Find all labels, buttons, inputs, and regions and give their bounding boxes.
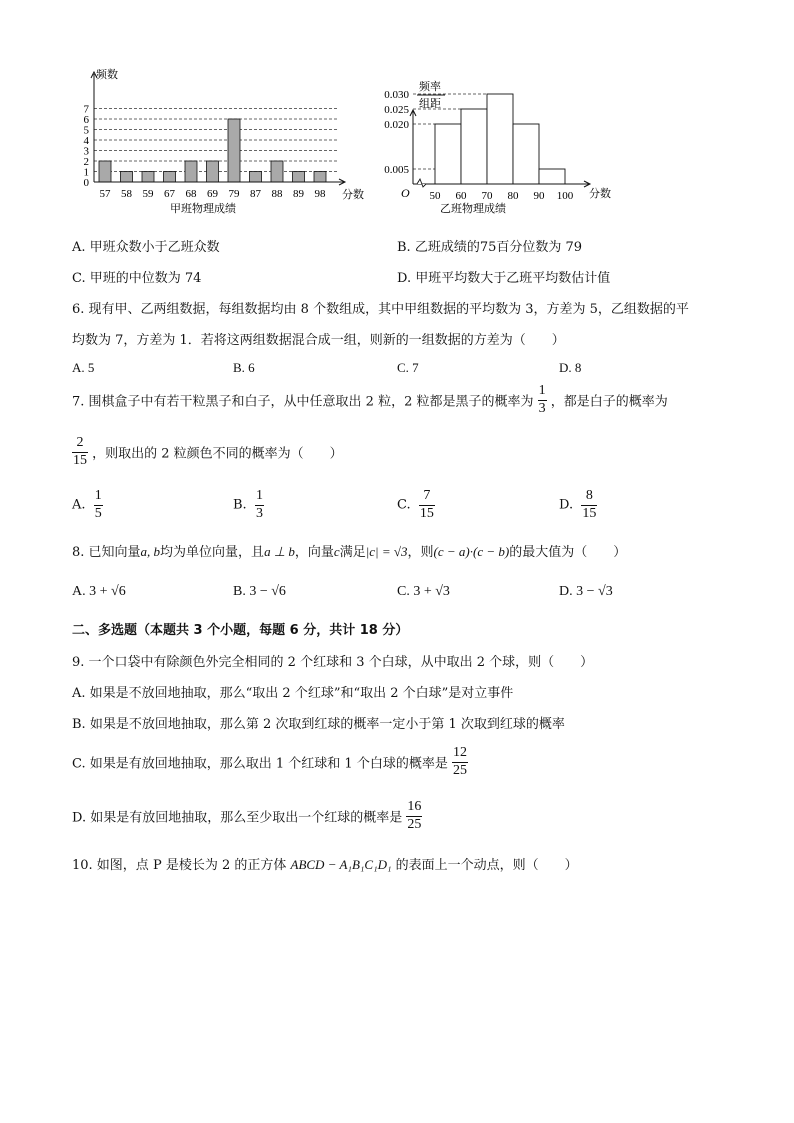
chart-yi-ylabel-bottom: 组距 [419, 98, 441, 110]
chart-yi-title: 乙班物理成绩 [440, 203, 506, 215]
chart-jia-bar [164, 172, 176, 183]
q8-text-1: 8. 已知向量 [72, 545, 141, 560]
q8-option-a: A. 3 + √6 [72, 584, 126, 599]
q5-option-d: D. 甲班平均数大于乙班平均数估计值 [397, 271, 611, 286]
q7-option-b-label: B. [233, 497, 247, 513]
chart-yi-xtick-label: 60 [455, 190, 467, 202]
q7-b-num: 1 [255, 488, 263, 503]
chart-jia-title: 甲班物理成绩 [170, 203, 236, 215]
chart-jia-bar [99, 161, 111, 182]
q8-vector-c: c [333, 544, 340, 559]
chart-yi-bar [539, 169, 565, 184]
chart-jia-bar [70, 64, 370, 216]
q6-stem-line1: 6. 现有甲、乙两组数据，每组数据均由 8 个数组成，其中甲组数据的平均数为 3，方差为 5，乙组数据的平 [72, 302, 689, 317]
chart-jia-ytick-label: 3 [83, 145, 89, 158]
q7-option-d [559, 489, 597, 521]
q9-option-b: B. 如果是不放回地抽取，那么第 2 次取到红球的概率一定小于第 1 次取到红球的概率 [72, 717, 565, 732]
chart-yi-bar [513, 124, 539, 184]
chart-jia-xtick-label: 57 [99, 188, 111, 200]
q8-perp-condition: a ⊥ b [264, 544, 295, 559]
q7-text-post: ，则取出的 2 粒颜色不同的概率为（ ） [92, 446, 343, 462]
q9-option-c-text: C. 如果是有放回地抽取，那么取出 1 个红球和 1 个白球的概率是 [72, 756, 448, 772]
chart-jia-bar [185, 161, 197, 182]
q9-option-a: A. 如果是不放回地抽取，那么“取出 2 个红球”和“取出 2 个白球”是对立事件 [72, 686, 514, 701]
chart-jia-xtick-label: 68 [185, 188, 197, 200]
chart-yi-xtick-label: 100 [556, 190, 574, 202]
q8-vectors-ab: a, b [140, 544, 161, 559]
q10-text-pre: 10. 如图，点 P 是棱长为 2 的正方体 [72, 858, 291, 873]
chart-jia-bar [314, 172, 326, 183]
chart-yi-xlabel: 分数 [589, 188, 611, 200]
chart-yi-xtick-label: 90 [533, 190, 545, 202]
q7-c-den: 15 [419, 505, 434, 521]
chart-jia-bar [142, 172, 154, 183]
chart-jia-xtick-label: 58 [121, 188, 132, 200]
q9-option-d [72, 800, 422, 832]
chart-yi-ytick-label: 0.025 [384, 104, 409, 116]
q8-magnitude-condition: |c| = √3 [365, 544, 408, 559]
q7-option-d-frac [581, 489, 597, 521]
q7-option-a [72, 489, 103, 521]
q7-option-c-frac [419, 489, 435, 521]
chart-yi-bars [435, 94, 565, 184]
q7-option-c [397, 489, 435, 521]
chart-jia-bar [121, 172, 133, 183]
chart-jia-xtick-label: 87 [250, 188, 261, 200]
chart-jia-tick-labels [84, 104, 327, 201]
chart-yi-axis-break [417, 179, 426, 187]
q7-option-d-label: D. [559, 497, 574, 513]
chart-jia-xlabel: 分数 [342, 189, 364, 201]
q7-stem-line2 [72, 436, 343, 468]
q7-a-num: 1 [94, 488, 102, 503]
q10-cube-name: ABCD − A₁B₁C₁D₁ [290, 857, 392, 872]
q7-c-num: 7 [423, 488, 431, 503]
q8-text-3: ，向量 [294, 545, 334, 560]
q9-option-d-text: D. 如果是有放回地抽取，那么至少取出一个红球的概率是 [72, 810, 403, 826]
q8-dot-product-expr: (c − a)·(c − b) [433, 544, 510, 559]
q8-option-b: B. 3 − √6 [233, 584, 286, 599]
q6-option-b: B. 6 [233, 360, 255, 375]
q7-option-a-frac [94, 489, 103, 521]
chart-yi-ytick-label: 0.030 [384, 89, 409, 101]
q6-stem-line2: 均数为 7，方差为 1．若将这两组数据混合成一组，则新的一组数据的方差为（ ） [72, 333, 565, 348]
q7-f1-den: 3 [538, 400, 546, 416]
q7-fraction-black [538, 384, 547, 416]
q7-f2-den: 15 [73, 452, 87, 468]
q7-option-b [233, 489, 264, 521]
q6-option-c: C. 7 [397, 360, 419, 375]
chart-yi-ylabel-top: 频率 [419, 81, 441, 93]
chart-jia-ytick-label: 2 [83, 156, 89, 168]
q7-fraction-white [72, 436, 88, 468]
chart-yi-histogram [375, 76, 625, 216]
chart-yi-ytick-label: 0.005 [384, 164, 409, 176]
chart-yi-ytick-label: 0.020 [384, 119, 409, 131]
chart-jia-bar [293, 172, 305, 183]
q7-d-num: 8 [585, 488, 593, 503]
chart-yi-bar [487, 94, 513, 184]
chart-jia-bar [271, 161, 283, 182]
q7-option-b-frac [255, 489, 264, 521]
chart-jia-ytick-label: 1 [83, 166, 89, 179]
q9-d-num: 16 [407, 799, 422, 814]
q7-option-c-label: C. [397, 497, 411, 513]
chart-yi-origin: O [401, 186, 410, 200]
q7-stem-line1 [72, 384, 668, 416]
chart-jia-bar [207, 161, 219, 182]
q8-option-d: D. 3 − √3 [559, 584, 613, 599]
chart-jia-xtick-label: 79 [228, 188, 240, 200]
q6-option-a: A. 5 [72, 360, 95, 375]
chart-yi-bar [435, 124, 461, 184]
q6-option-d: D. 8 [559, 360, 582, 375]
chart-jia-ytick-label: 5 [83, 124, 89, 137]
q5-option-c: C. 甲班的中位数为 74 [72, 271, 202, 286]
q7-f2-num: 2 [76, 435, 84, 450]
q9-option-c [72, 746, 468, 778]
chart-jia-ytick-label: 4 [83, 135, 89, 147]
q8-option-c: C. 3 + √3 [397, 584, 450, 599]
q7-text-mid: ，都是白子的概率为 [550, 394, 668, 410]
chart-jia-ytick-label: 7 [83, 103, 89, 116]
chart-jia-xtick-label: 69 [207, 188, 218, 200]
q9-stem: 9. 一个口袋中有除颜色外完全相同的 2 个红球和 3 个白球，从中取出 2 个球，则（ ） [72, 655, 594, 670]
q9-d-den: 25 [407, 816, 422, 832]
chart-jia-bar [228, 119, 240, 182]
chart-jia-ylabel: 频数 [96, 69, 118, 81]
chart-jia-xtick-label: 59 [142, 188, 154, 200]
chart-jia-bar [250, 172, 262, 183]
q8-text-2: 均为单位向量，且 [160, 545, 265, 560]
q8-text-4: 满足 [339, 545, 366, 560]
chart-yi-xtick-label: 70 [481, 190, 493, 202]
chart-jia-xtick-label: 98 [314, 188, 326, 200]
q10-text-post: 的表面上一个动点，则（ ） [391, 858, 578, 873]
q5-option-a: A. 甲班众数小于乙班众数 [72, 240, 220, 255]
chart-yi-xtick-label: 50 [429, 190, 441, 202]
q7-f1-num: 1 [538, 383, 546, 398]
q8-text-5: ，则 [407, 545, 434, 560]
q7-d-den: 15 [582, 505, 597, 521]
q10-stem [72, 854, 578, 873]
q9-option-d-frac [406, 800, 422, 832]
chart-jia-ytick-label: 6 [83, 114, 89, 126]
chart-jia-ytick-label: 0 [83, 177, 89, 189]
q9-option-c-frac [452, 746, 468, 778]
chart-jia-xtick-label: 88 [271, 188, 283, 200]
q9-c-den: 25 [452, 762, 467, 778]
chart-yi-bar [461, 109, 487, 184]
q8-stem [72, 541, 626, 560]
q7-a-den: 5 [94, 505, 102, 521]
q7-option-a-label: A. [72, 497, 86, 513]
q7-b-den: 3 [255, 505, 263, 521]
section-heading-multiple-choice: 二、多选题（本题共 3 个小题，每题 6 分，共计 18 分） [72, 623, 409, 638]
chart-yi-xtick-label: 80 [507, 190, 519, 202]
chart-jia-xtick-label: 67 [164, 188, 175, 200]
chart-jia-xtick-label: 89 [293, 188, 304, 200]
q8-text-6: 的最大值为（ ） [509, 545, 627, 560]
q5-option-b: B. 乙班成绩的75百分位数为 79 [397, 240, 583, 255]
q7-text-pre: 7. 围棋盒子中有若干粒黑子和白子，从中任意取出 2 粒，2 粒都是黑子的概率为 [72, 394, 534, 410]
q9-c-num: 12 [452, 745, 467, 760]
